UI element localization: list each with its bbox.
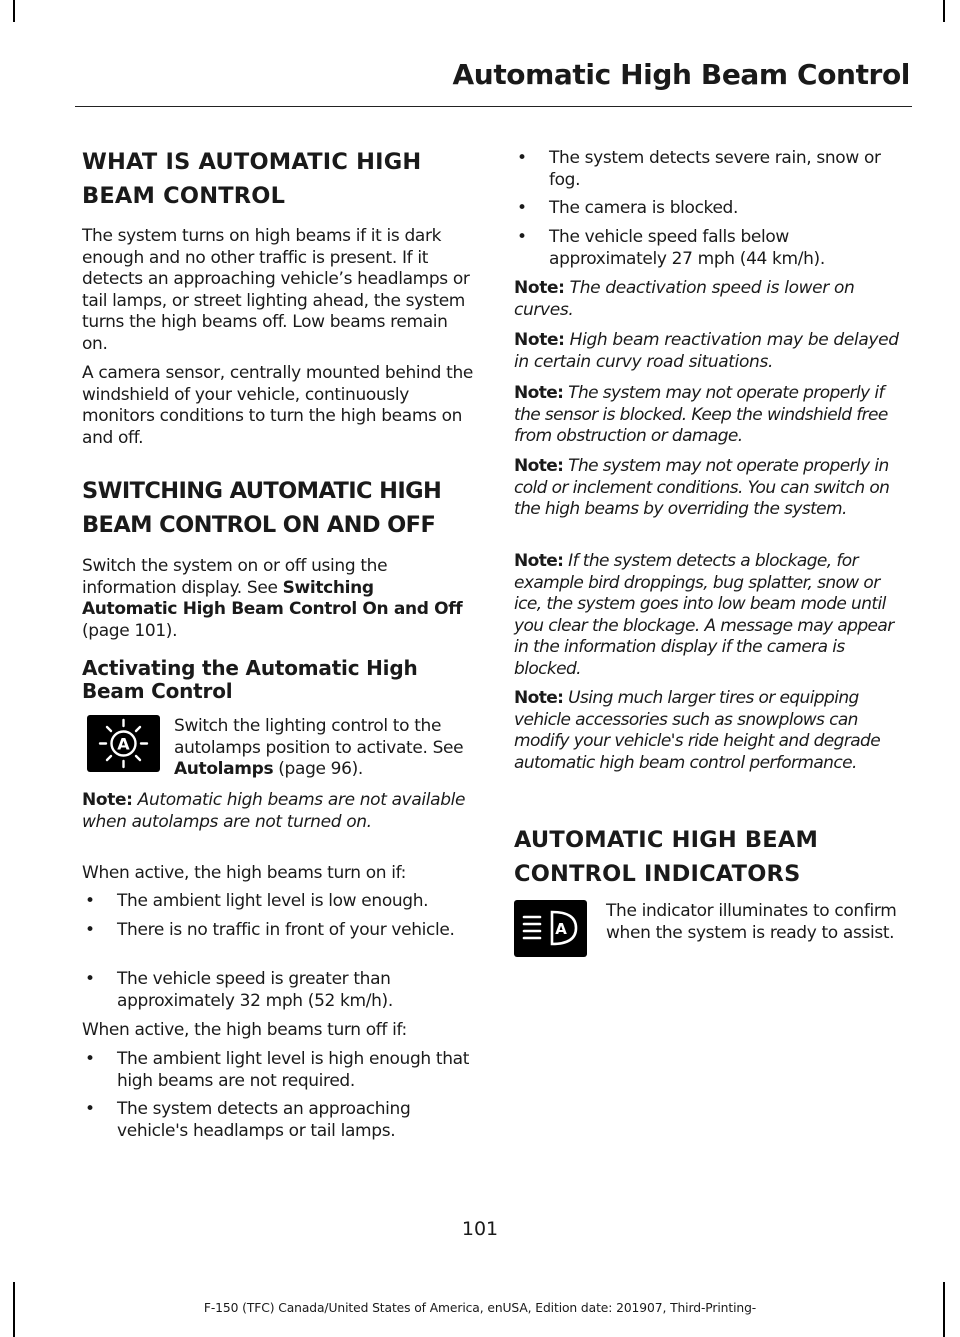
- list-item-text: The system detects an approaching vehicle's headlamps or tail lamps.: [117, 1099, 411, 1141]
- note: [514, 551, 910, 680]
- note-text: Using much larger tires or equipping vehicle accessories such as snowplows can modify your vehicle's ride height and degrade automatic high beam control performance.: [514, 688, 881, 773]
- note-text: Automatic high beams are not available when autolamps are not turned on.: [82, 790, 466, 832]
- section-heading-switching: [82, 476, 441, 536]
- text: Switch the lighting control to the autolamps position to activate. See: [174, 716, 464, 758]
- list-intro: When active, the high beams turn on if:: [82, 863, 407, 883]
- note: [514, 383, 910, 448]
- note-text: The system may not operate properly in cold or inclement conditions. You can switch on the high beams by overriding the system.: [514, 456, 890, 519]
- section-heading-what-is: [82, 147, 421, 207]
- note-text: The deactivation speed is lower on curves.: [514, 278, 855, 320]
- heading-line: BEAM CONTROL: [82, 183, 286, 209]
- autolamps-icon-graphic: [87, 715, 160, 772]
- note-text: If the system detects a blockage, for example bird droppings, bug splatter, snow or ice, the system goes into low beam mode until you clear the blockage. A message may appear in the information display if the camera is blocked.: [514, 551, 894, 679]
- list-item: [82, 969, 474, 1012]
- list-item: [82, 1099, 474, 1142]
- paragraph: The indicator illuminates to confirm when the system is ready to assist.: [606, 901, 897, 943]
- header-divider: [75, 106, 912, 107]
- heading-line: AUTOMATIC HIGH BEAM: [514, 827, 819, 853]
- bullet: •: [85, 969, 95, 989]
- footer-edition-info: F-150 (TFC) Canada/United States of America, enUSA, Edition date: 201907, Third-Printing-: [203, 1301, 757, 1315]
- note-label: Note:: [514, 330, 565, 350]
- cross-reference-link[interactable]: Autolamps: [174, 759, 274, 779]
- list-item: [514, 227, 910, 270]
- note: [82, 790, 474, 833]
- list-item-text: The vehicle speed is greater than approximately 32 mph (52 km/h).: [117, 969, 393, 1011]
- icon-letter: A: [117, 734, 130, 754]
- auto-high-beam-indicator-graphic: [514, 900, 587, 957]
- heading-line: WHAT IS AUTOMATIC HIGH: [82, 149, 422, 175]
- paragraph: A camera sensor, centrally mounted behind the windshield of your vehicle, continuously monitors conditions to turn the high beams on and off.: [82, 363, 474, 448]
- subheading-activating: Activating the Automatic High Beam Control: [82, 656, 418, 703]
- note: [514, 278, 910, 321]
- list-item-text: The system detects severe rain, snow or fog.: [549, 148, 881, 190]
- page-number: 101: [461, 1218, 499, 1240]
- list-item: [82, 891, 474, 913]
- heading-line: BEAM CONTROL ON AND OFF: [82, 512, 436, 538]
- note-label: Note:: [82, 790, 133, 810]
- list-item-text: The vehicle speed falls below approximately 27 mph (44 km/h).: [549, 227, 825, 269]
- list-item: [82, 1049, 474, 1092]
- section-heading-indicators: [514, 825, 818, 885]
- note-text: High beam reactivation may be delayed in certain curvy road situations.: [514, 330, 899, 372]
- list-item-text: The ambient light level is high enough that high beams are not required.: [117, 1049, 470, 1091]
- bullet: •: [85, 920, 95, 940]
- list-intro: When active, the high beams turn off if:: [82, 1020, 407, 1040]
- cross-reference-link[interactable]: Switching Automatic High Beam Control On and Off: [82, 577, 463, 619]
- paragraph: The system turns on high beams if it is dark enough and no other traffic is present. If it detects an approaching vehicle’s headlamps or tail lamps, or street lighting ahead, the system turns the high beams off. Low beams remain on.: [82, 226, 470, 354]
- page-title: Automatic High Beam Control: [452, 58, 910, 91]
- list-item: [514, 148, 910, 191]
- note-label: Note:: [514, 551, 564, 571]
- bullet: •: [85, 1099, 95, 1119]
- note: [514, 330, 910, 373]
- bullet: •: [517, 148, 527, 168]
- heading-line: CONTROL INDICATORS: [514, 861, 801, 887]
- bullet: •: [517, 227, 527, 247]
- note-label: Note:: [514, 278, 565, 298]
- page-reference: (page 96).: [273, 759, 363, 779]
- icon-letter: A: [555, 920, 567, 938]
- bullet: •: [517, 198, 527, 218]
- list-item-text: The ambient light level is low enough.: [117, 891, 429, 911]
- list-item-text: The camera is blocked.: [549, 198, 739, 218]
- note-label: Note:: [514, 688, 564, 708]
- page-reference: (page 101).: [82, 620, 178, 641]
- list-item: [82, 920, 474, 942]
- note: [514, 688, 910, 774]
- auto-high-beam-indicator-icon: [514, 900, 587, 957]
- note: [514, 456, 910, 521]
- heading-line: SWITCHING AUTOMATIC HIGH: [82, 478, 442, 504]
- bullet: •: [85, 891, 95, 911]
- list-item: [514, 198, 910, 220]
- note-label: Note:: [514, 456, 564, 476]
- list-item-text: There is no traffic in front of your vehicle.: [117, 920, 455, 940]
- autolamps-icon: [87, 715, 160, 772]
- paragraph: [174, 716, 474, 781]
- bullet: •: [85, 1049, 95, 1069]
- paragraph: [82, 556, 474, 642]
- crop-mark: [943, 0, 945, 22]
- crop-mark: [13, 0, 15, 22]
- text: Switch the system on or off using the information display. See: [82, 556, 388, 598]
- note-text: The system may not operate properly if the sensor is blocked. Keep the windshield free from obstruction or damage.: [514, 383, 888, 446]
- note-label: Note:: [514, 383, 564, 403]
